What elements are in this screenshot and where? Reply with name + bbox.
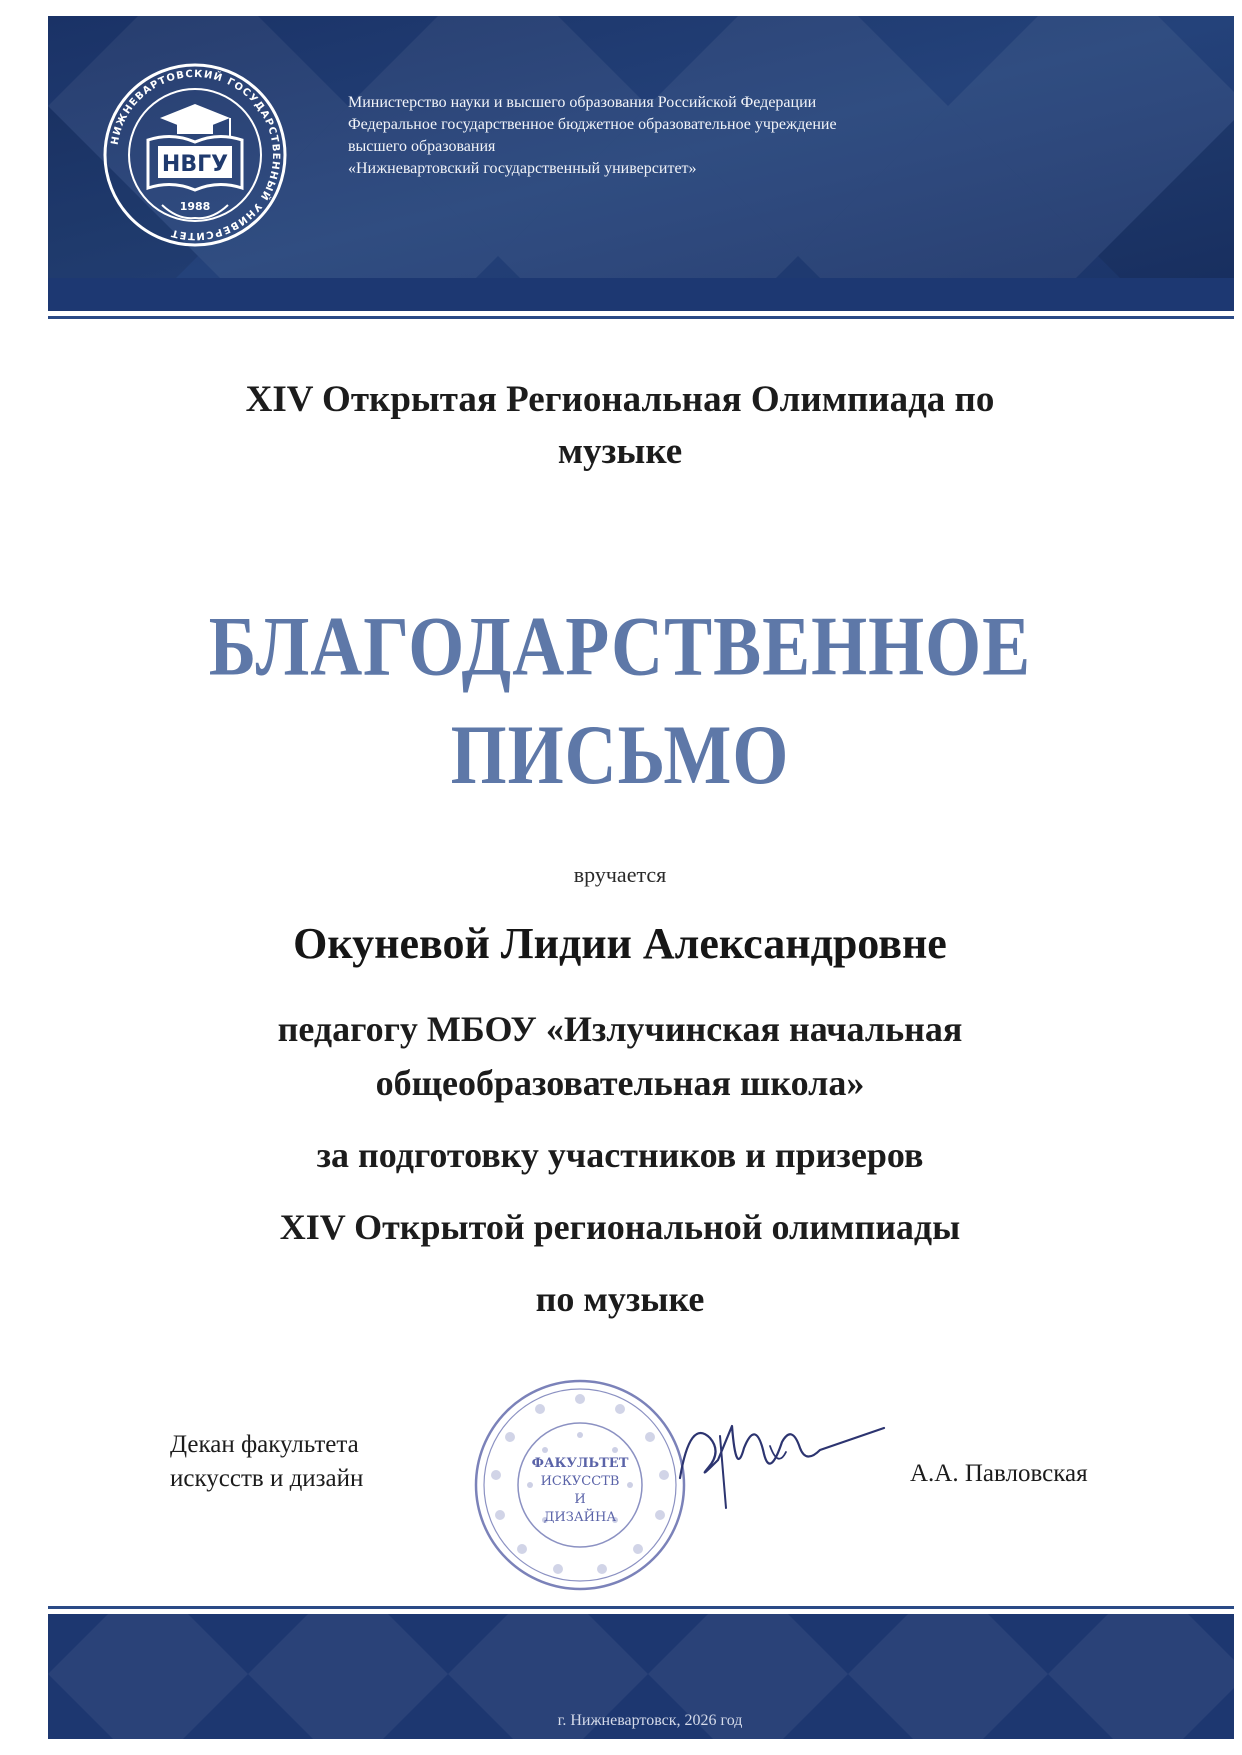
- event-title: [150, 374, 1090, 478]
- ministry-line: Министерство науки и высшего образования Российской Федерации: [348, 94, 817, 111]
- header-divider: [48, 316, 1234, 319]
- body-line: педагогу МБОУ «Излучинская начальная: [277, 1009, 963, 1049]
- stamp-text: ИСКУССТВ: [540, 1474, 620, 1489]
- signatory-position-line: искусств и дизайн: [170, 1465, 364, 1492]
- document-title-line: БЛАГОДАРСТВЕННОЕ: [208, 599, 1032, 694]
- header-banner: [48, 16, 1234, 311]
- event-title-line: XIV Открытая Региональная Олимпиада по: [245, 379, 995, 420]
- ministry-line: Федеральное государственное бюджетное образовательное учреждение: [348, 116, 837, 133]
- recipient-name: Окуневой Лидии Александровне: [293, 919, 947, 968]
- stamp-text: ДИЗАЙНА: [543, 1510, 617, 1525]
- signatory-position: [170, 1428, 430, 1496]
- city-and-year: г. Нижневартовск, 2026 год: [557, 1712, 743, 1729]
- body-line: за подготовку участников и призеров: [316, 1135, 924, 1175]
- body-line: по музыке: [535, 1279, 705, 1319]
- signatory-position-line: Декан факультета: [170, 1431, 359, 1458]
- stamp-text: И: [574, 1492, 586, 1507]
- event-title-line: музыке: [557, 431, 683, 472]
- logo-abbreviation: НВГУ: [161, 152, 229, 177]
- logo-ring-text: НИЖНЕВАРТОВСКИЙ ГОСУДАРСТВЕННЫЙ УНИВЕРСИТЕТ: [109, 68, 282, 242]
- ministry-text-block: [348, 92, 1008, 180]
- stamp-text: ФАКУЛЬТЕТ: [531, 1456, 629, 1471]
- ministry-line: «Нижневартовский государственный университет»: [348, 160, 697, 177]
- document-title-line: ПИСЬМО: [450, 707, 790, 803]
- official-stamp: [470, 1375, 690, 1595]
- logo-year: 1988: [179, 200, 211, 213]
- signatory-name: А.А. Павловская: [910, 1460, 1088, 1487]
- body-line: XIV Открытой региональной олимпиады: [279, 1207, 961, 1247]
- university-logo: [100, 60, 290, 250]
- body-line: общеобразовательная школа»: [375, 1063, 865, 1103]
- awarded-label: вручается: [573, 862, 667, 887]
- handwritten-signature: [660, 1408, 890, 1518]
- ministry-line: высшего образования: [348, 138, 496, 155]
- document-title: [120, 592, 1120, 809]
- footer-divider: [48, 1606, 1234, 1609]
